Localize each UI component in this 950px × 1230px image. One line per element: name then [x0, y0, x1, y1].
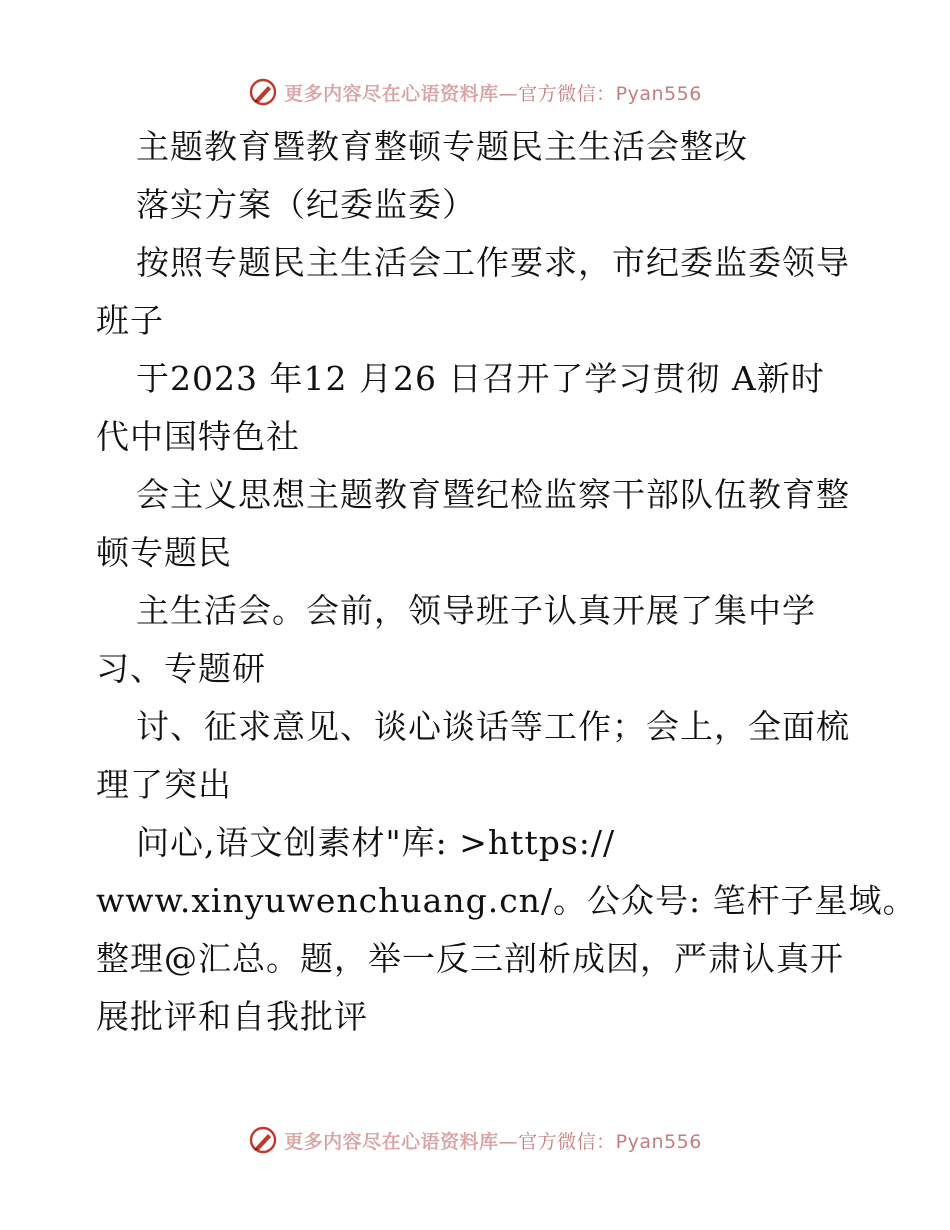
banner-wechat-text: 官方微信：Pyan556: [518, 82, 702, 105]
doc-paragraph-line: 主生活会。会前，领导班子认真开展了集中学: [136, 591, 816, 630]
banner-dash: —: [498, 82, 519, 105]
doc-paragraph-line: 按照专题民主生活会工作要求，市纪委监委领导: [136, 243, 850, 282]
header-watermark-banner: [0, 72, 950, 112]
doc-paragraph-line: 班子: [96, 301, 164, 340]
banner-site-text: 更多内容尽在心语资料库: [284, 82, 499, 105]
doc-paragraph-line: 顿专题民: [96, 533, 232, 572]
banner-site-text: 更多内容尽在心语资料库: [284, 1130, 499, 1153]
doc-url-line: www.xinyuwenchuang.cn/。公众号: 笔杆子星域。: [96, 881, 917, 920]
banner-dash: —: [498, 1130, 519, 1153]
doc-paragraph-line: 理了突出: [96, 765, 232, 804]
banner-text: [284, 1127, 702, 1154]
pen-logo-icon: [248, 77, 278, 107]
doc-paragraph-line: 代中国特色社: [96, 417, 300, 456]
banner-wechat-text: 官方微信：Pyan556: [518, 1130, 702, 1153]
doc-paragraph-line: 讨、征求意见、谈心谈话等工作；会上，全面梳: [136, 707, 850, 746]
doc-paragraph-line: 整理@汇总。题，举一反三剖析成因，严肃认真开: [96, 939, 844, 978]
doc-paragraph-line: 于2023 年12 月26 日召开了学习贯彻 A新时: [136, 359, 825, 398]
doc-paragraph-line: 展批评和自我批评: [96, 997, 368, 1036]
doc-paragraph-line: 问心,语文创素材"库: >https://: [136, 823, 616, 862]
doc-paragraph-line: 会主义思想主题教育暨纪检监察干部队伍教育整: [136, 475, 850, 514]
doc-title-line-2: 落实方案（纪委监委）: [136, 185, 476, 224]
doc-paragraph-line: 习、专题研: [96, 649, 266, 688]
footer-watermark-banner: [0, 1120, 950, 1160]
document-body: [96, 118, 917, 1046]
pen-logo-icon: [248, 1125, 278, 1155]
doc-title-line-1: 主题教育暨教育整顿专题民主生活会整改: [136, 127, 748, 166]
banner-text: [284, 79, 702, 106]
